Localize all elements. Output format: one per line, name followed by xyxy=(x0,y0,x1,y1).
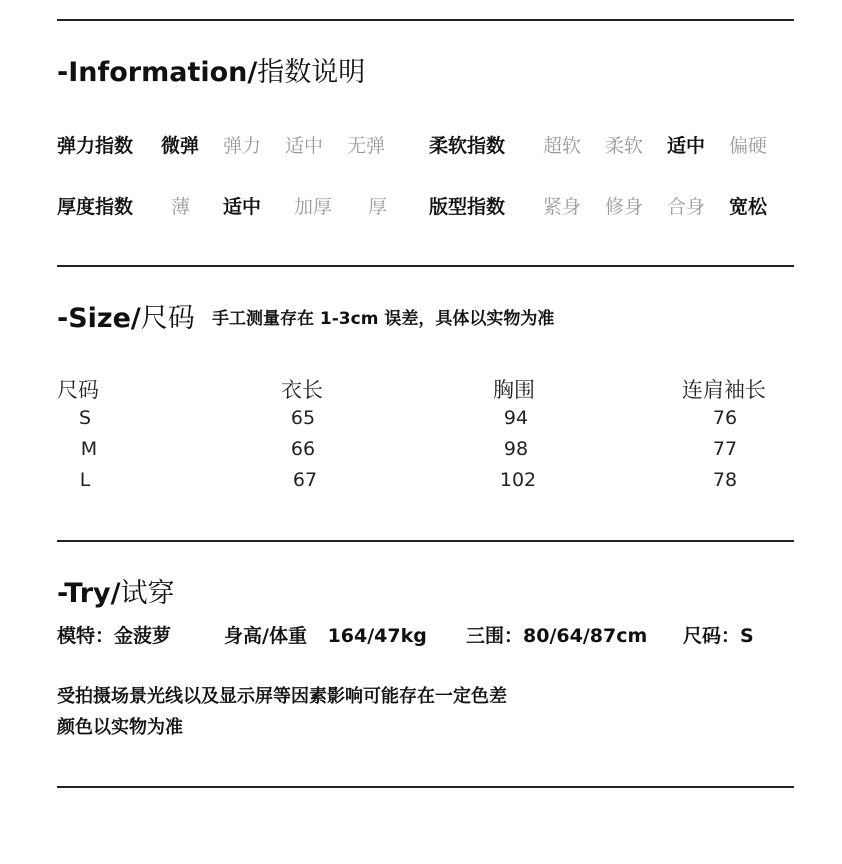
cell-bust: 102 xyxy=(499,469,537,491)
model-label: 模特： xyxy=(57,625,115,647)
model-info xyxy=(57,621,171,648)
color-disclaimer: 受拍摄场景光线以及显示屏等因素影响可能存在一定色差 xyxy=(57,686,507,707)
col-header-length: 衣长 xyxy=(281,378,323,402)
softness-label: 柔软指数 xyxy=(429,135,506,157)
elasticity-option: 弹力 xyxy=(223,135,262,157)
try-heading xyxy=(57,571,174,610)
model-size xyxy=(683,621,754,648)
fit-label: 版型指数 xyxy=(429,196,506,218)
height-weight xyxy=(224,621,427,648)
col-header-size: 尺码 xyxy=(57,378,99,402)
measurements xyxy=(466,621,647,648)
model-size-value: S xyxy=(740,625,754,647)
thickness-option: 适中 xyxy=(223,196,262,218)
measurements-label: 三围： xyxy=(466,625,524,647)
softness-option: 适中 xyxy=(667,135,706,157)
height-weight-value: 164/47kg xyxy=(327,625,427,647)
cell-sleeve: 77 xyxy=(712,438,738,460)
elasticity-option: 微弹 xyxy=(161,135,200,157)
information-heading-latin: -Information/ xyxy=(57,57,258,88)
size-heading-cjk: 尺码 xyxy=(140,303,195,334)
try-heading-latin: -Try/ xyxy=(57,578,121,609)
size-heading xyxy=(57,296,195,335)
thickness-option: 加厚 xyxy=(294,196,333,218)
fit-option: 修身 xyxy=(605,196,644,218)
model-size-label: 尺码： xyxy=(683,625,741,647)
color-note: 颜色以实物为准 xyxy=(57,717,183,738)
measurements-value: 80/64/87cm xyxy=(523,625,648,647)
cell-size: L xyxy=(79,469,91,491)
model-name: 金菠萝 xyxy=(114,625,172,647)
softness-option: 柔软 xyxy=(605,135,644,157)
information-heading xyxy=(57,50,365,89)
divider-top xyxy=(57,19,794,21)
fit-option: 合身 xyxy=(667,196,706,218)
cell-length: 65 xyxy=(290,407,316,429)
elasticity-option: 适中 xyxy=(285,135,324,157)
divider-bottom xyxy=(57,786,794,788)
cell-bust: 98 xyxy=(503,438,529,460)
softness-option: 超软 xyxy=(543,135,582,157)
cell-length: 66 xyxy=(290,438,316,460)
col-header-bust: 胸围 xyxy=(493,378,535,402)
try-heading-cjk: 试穿 xyxy=(120,578,175,609)
size-measure-note: 手工测量存在 1-3cm 误差，具体以实物为准 xyxy=(212,309,555,329)
cell-sleeve: 76 xyxy=(712,407,738,429)
cell-bust: 94 xyxy=(503,407,529,429)
height-weight-label: 身高/体重 xyxy=(224,625,307,647)
softness-option: 偏硬 xyxy=(729,135,768,157)
elasticity-label: 弹力指数 xyxy=(57,135,134,157)
elasticity-option: 无弹 xyxy=(347,135,386,157)
size-heading-latin: -Size/ xyxy=(57,303,141,334)
cell-size: S xyxy=(78,407,92,429)
cell-size: M xyxy=(80,438,98,460)
information-heading-cjk: 指数说明 xyxy=(257,57,366,88)
fit-option: 紧身 xyxy=(543,196,582,218)
thickness-option: 厚 xyxy=(368,196,388,218)
cell-sleeve: 78 xyxy=(712,469,738,491)
divider-2 xyxy=(57,265,794,267)
thickness-label: 厚度指数 xyxy=(57,196,134,218)
col-header-sleeve: 连肩袖长 xyxy=(682,378,766,402)
divider-3 xyxy=(57,540,794,542)
thickness-option: 薄 xyxy=(171,196,191,218)
fit-option: 宽松 xyxy=(729,196,768,218)
cell-length: 67 xyxy=(292,469,318,491)
